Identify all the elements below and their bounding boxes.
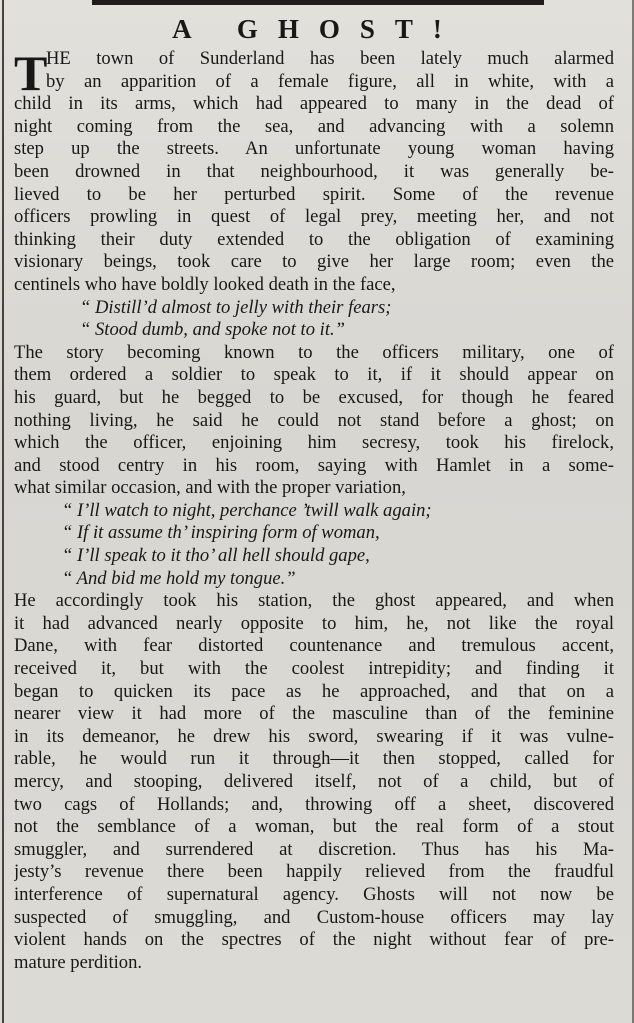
article-line: mature perdition. bbox=[14, 951, 143, 973]
article-line: and stood centry in his room, saying with Hamlet in a some- bbox=[14, 454, 614, 476]
article-line: by an apparition of a female figure, all in white, with a bbox=[46, 70, 614, 92]
article-line: visionary beings, took care to give her large room; even the bbox=[14, 251, 614, 273]
article-line: He accordingly took his station, the ghost appeared, and when bbox=[14, 590, 614, 612]
article-line: his guard, but he begged to be excused, for though he feared bbox=[14, 386, 614, 408]
verse-line: “ I’ll speak to it tho’ all hell should gape, bbox=[62, 545, 370, 567]
article-line: violent hands on the spectres of the night without fear of pre- bbox=[14, 929, 614, 951]
verse-line: “ Stood dumb, and spoke not to it.” bbox=[80, 319, 345, 341]
article-line: smuggler, and surrendered at discretion. Thus has his Ma- bbox=[14, 838, 614, 860]
article-line: it had advanced nearly opposite to him, he, not like the royal bbox=[14, 612, 614, 634]
article-line: lieved to be her perturbed spirit. Some of the revenue bbox=[14, 183, 614, 205]
column-rule-left bbox=[2, 0, 4, 1023]
article-line: rable, he would run it through—it then stopped, called for bbox=[14, 748, 614, 770]
verse-line: “ And bid me hold my tongue.” bbox=[62, 567, 296, 589]
article-line: Dane, with fear distorted countenance and tremulous accent, bbox=[14, 635, 614, 657]
article-line: mercy, and stooping, delivered itself, not of a child, but of bbox=[14, 771, 614, 792]
verse-line: “ If it assume th’ inspiring form of woman, bbox=[62, 522, 380, 544]
article-line: been drowned in that neighbourhood, it was generally be- bbox=[14, 160, 614, 182]
article-line: what similar occasion, and with the proper variation, bbox=[14, 477, 406, 499]
article-line: began to quicken its pace as he approached, and that on a bbox=[14, 680, 614, 702]
drop-cap: T bbox=[14, 45, 48, 101]
article-line: HE town of Sunderland has been lately much alarmed bbox=[46, 48, 614, 69]
article-line: them ordered a soldier to speak to it, if it should appear on bbox=[14, 364, 614, 386]
article-line: nearer view it had more of the masculine than of the feminine bbox=[14, 703, 614, 725]
article-line: step up the streets. An unfortunate young woman having bbox=[14, 138, 614, 160]
article-line: thinking their duty extended to the obligation of examining bbox=[14, 228, 614, 250]
article-line: nothing living, he said he could not stand before a ghost; on bbox=[14, 409, 614, 431]
article-title: A GHOST! bbox=[172, 14, 462, 44]
article-line: not the semblance of a woman, but the real form of a stout bbox=[14, 816, 614, 838]
article-line: centinels who have boldly looked death in the face, bbox=[14, 273, 396, 295]
article-line: interference of supernatural agency. Ghosts will not now be bbox=[14, 883, 614, 905]
header-rule bbox=[92, 0, 544, 5]
article-line: which the officer, enjoining him secresy, took his firelock, bbox=[14, 432, 614, 454]
article-line: suspected of smuggling, and Custom-house officers may lay bbox=[14, 906, 614, 928]
article-line: in its demeanor, he drew his sword, swearing if it was vulne- bbox=[14, 725, 614, 747]
article-line: received it, but with the coolest intrepidity; and finding it bbox=[14, 658, 614, 680]
article-body bbox=[14, 45, 614, 974]
article-line: The story becoming known to the officers military, one of bbox=[14, 341, 614, 363]
verse-line: “ Distill’d almost to jelly with their fears; bbox=[80, 296, 392, 318]
article-line: two cags of Hollands; and, throwing off a sheet, discovered bbox=[14, 793, 614, 815]
article-line: child in its arms, which had appeared to many in the dead of bbox=[14, 93, 614, 115]
article-line: night coming from the sea, and advancing with a solemn bbox=[14, 115, 614, 137]
article-line: jesty’s revenue there been happily relieved from the fraudful bbox=[14, 861, 614, 883]
verse-line: “ I’ll watch to night, perchance ’twill walk again; bbox=[62, 499, 432, 521]
article-line: officers prowling in quest of legal prey, meeting her, and not bbox=[14, 206, 614, 228]
